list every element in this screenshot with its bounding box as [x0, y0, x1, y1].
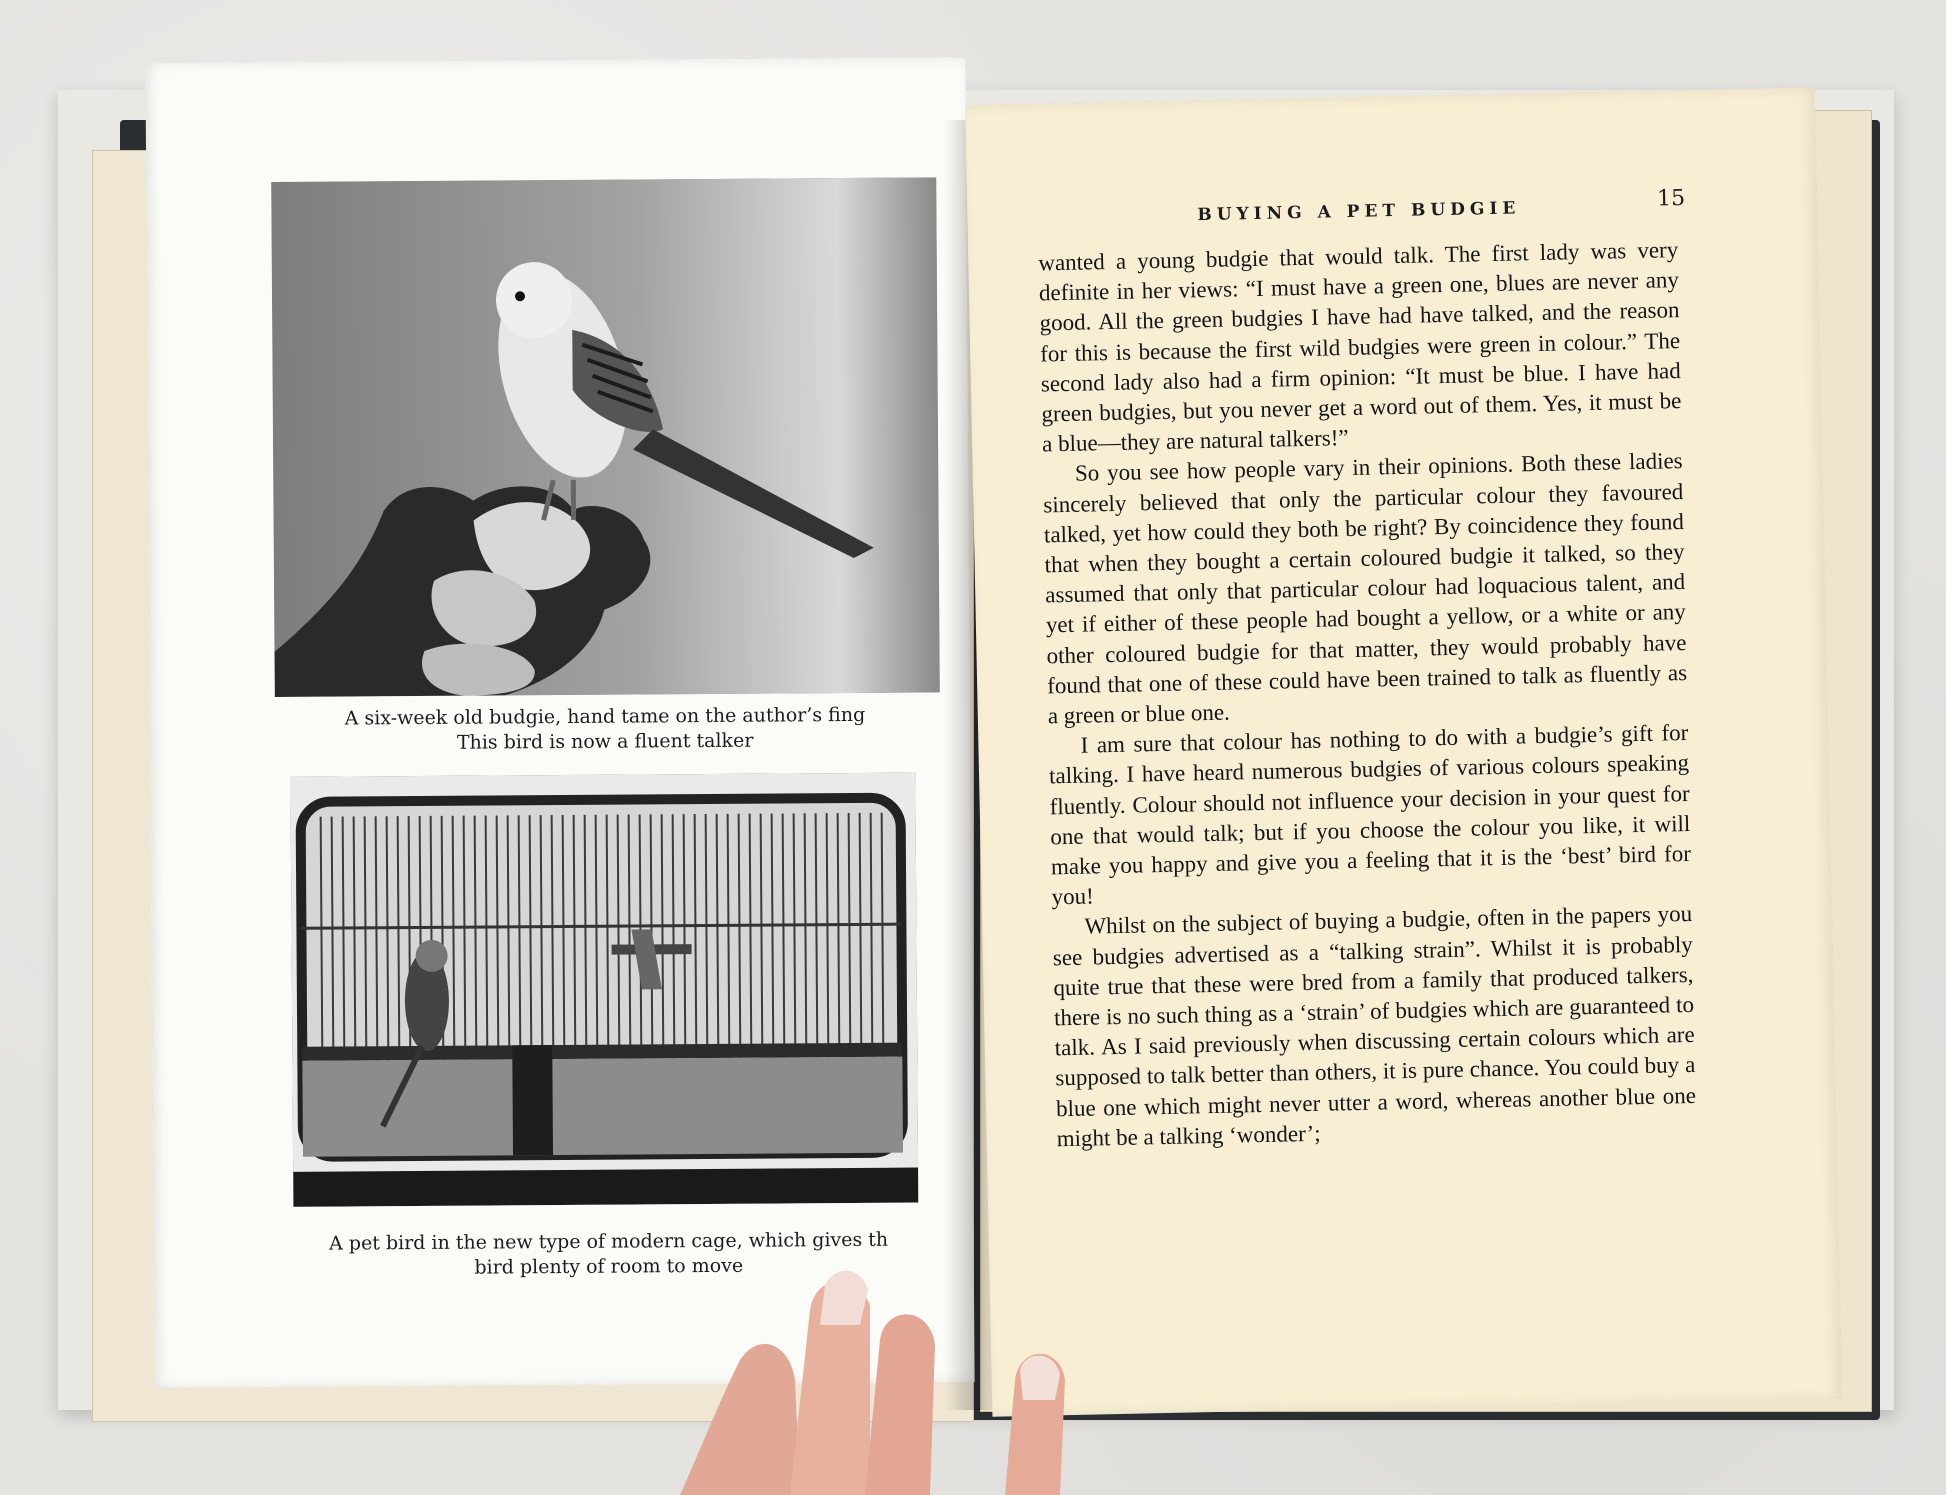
photo-caption-1: [270, 702, 940, 757]
caption-1-line-2: This bird is now a fluent talker: [456, 729, 754, 754]
budgie-in-cage-photo: [290, 773, 918, 1207]
paragraph-3: I am sure that colour has nothing to do with a budgie’s gift for talking. I have heard numerous budgies of various colours speaking fluently. Colour should not influence your decision in your quest for one that would talk; but if you choose the colour you like, it will make you happy and give you a feeling that it is the ‘best’ bird for you!: [1048, 720, 1692, 910]
paragraph-2: So you see how people vary in their opinions. Both these ladies sincerely believed that only the particular colour they favoured talked, yet how could they both be right? By coincidence they found that when they bought a certain coloured budgie it talked, so they assumed that only that particular colour had loquacious talent, and yet if either of these people had bought a yellow, or a white or any other coloured budgie for that matter, they would probably have found that one of these could have been trained to talk as fluently as a green or blue one.: [1043, 448, 1688, 729]
right-page: [965, 87, 1842, 1417]
hand-fingers: [680, 1250, 1200, 1495]
paragraph-4: Whilst on the subject of buying a budgie, often in the papers you see budgies advertised as a “talking strain”. Whilst it is probably quite true that these were bred from a family that produced talkers, there is no such thing as a ‘strain’ of budgies which are guaranteed to talk. As I said previously when discussing certain colours which are supposed to talk better than others, it is pure chance. You could buy a blue one which might never utter a word, whereas another blue one might be a talking ‘wonder’;: [1052, 901, 1697, 1152]
budgie-on-finger-photo: [271, 177, 940, 697]
paragraph-1: wanted a young budgie that would talk. The first lady was very definite in her views: “I must have a green one, blues are never any good. All the green budgies I have had have talked, and the reason for this is because the first wild budgies were green in colour.” The second lady also had a firm opinion: “It must be blue. I have had green budgies, but you never get a word out of them. Yes, it must be a blue—they are natural talkers!”: [1038, 237, 1682, 457]
left-page: [145, 57, 974, 1388]
page-number: 15: [1656, 185, 1686, 212]
caption-1-line-1: A six-week old budgie, hand tame on the author’s fing: [344, 703, 866, 730]
caption-2-line-2: bird plenty of room to move: [474, 1254, 744, 1279]
caption-2-line-1: A pet bird in the new type of modern cage, which gives th: [329, 1228, 889, 1255]
body-text: [1038, 235, 1697, 1154]
running-head: BUYING A PET BUDGIE: [1197, 198, 1521, 226]
